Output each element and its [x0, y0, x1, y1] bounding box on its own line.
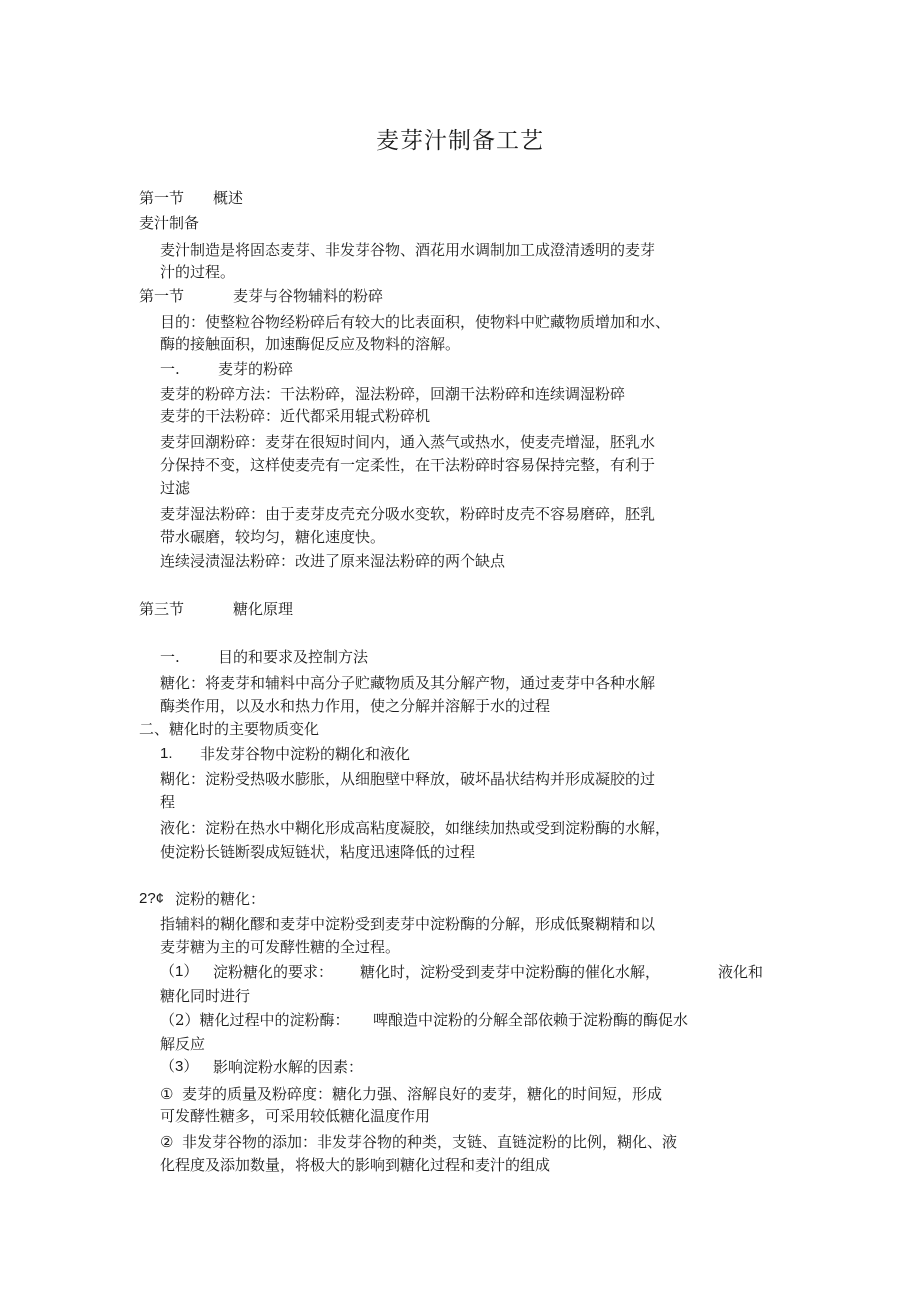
paragraph-line: 淀粉糖化的要求： — [213, 963, 334, 981]
paragraph-line: 液化和 — [718, 963, 764, 981]
paragraph-line: 麦芽回潮粉碎：麦芽在很短时间内，通入蒸气或热水，使麦壳增湿，胚乳水 — [160, 433, 656, 451]
section-heading-title: 糖化原理 — [233, 600, 294, 618]
paragraph-line: 糖化时，淀粉受到麦芽中淀粉酶的催化水解， — [360, 963, 661, 981]
paragraph-line: 啤酿造中淀粉的分解全部依赖于淀粉酶的酶促水 — [373, 1011, 689, 1029]
paragraph-line: 影响淀粉水解的因素： — [213, 1058, 364, 1076]
paragraph-line: 目的：使整粒谷物经粉碎后有较大的比表面积，使物料中贮藏物质增加和水、 — [160, 313, 671, 331]
paragraph-line: 分保持不变，这样使麦壳有一定柔性，在干法粉碎时容易保持完整，有利于 — [160, 456, 656, 474]
list-number: 一. — [160, 360, 180, 378]
list-marker: ① — [160, 1085, 174, 1103]
section-heading-title: 概述 — [213, 189, 244, 207]
paragraph-line: 非发芽谷物的添加：非发芽谷物的种类，支链、直链淀粉的比例，糊化、液 — [182, 1133, 678, 1151]
paragraph-line: 麦芽的质量及粉碎度：糖化力强、溶解良好的麦芽，糖化的时间短，形成 — [182, 1085, 663, 1103]
paragraph-line: 酶类作用，以及水和热力作用，使之分解并溶解于水的过程 — [160, 697, 551, 715]
list-number: 一. — [160, 648, 180, 666]
section-heading-title: 麦芽与谷物辅料的粉碎 — [233, 287, 384, 305]
list-marker: ② — [160, 1133, 174, 1151]
paragraph-line: 麦芽湿法粉碎：由于麦芽皮壳充分吸水变软，粉碎时皮壳不容易磨碎，胚乳 — [160, 505, 656, 523]
section-heading-number: 第三节 — [139, 600, 185, 618]
paragraph-line: 麦芽的干法粉碎：近代都采用辊式粉碎机 — [160, 407, 431, 425]
paragraph-line: 酶的接触面积，加速酶促反应及物料的溶解。 — [160, 335, 461, 353]
paragraph-line: 麦芽的粉碎方法：干法粉碎，湿法粉碎，回潮干法粉碎和连续调湿粉碎 — [160, 385, 626, 403]
paragraph-line: 连续浸渍湿法粉碎：改进了原来湿法粉碎的两个缺点 — [160, 552, 506, 570]
list-number: 2?¢ — [139, 890, 165, 907]
section-heading-number: 第一节 — [139, 189, 185, 207]
paragraph-line: （2）糖化过程中的淀粉酶： — [160, 1011, 350, 1029]
list-number: 1. — [160, 745, 173, 762]
paragraph-line: 可发酵性糖多，可采用较低糖化温度作用 — [160, 1107, 431, 1125]
paragraph-line: 过滤 — [160, 479, 191, 497]
list-number: （3） — [160, 1058, 199, 1075]
paragraph-line: 使淀粉长链断裂成短链状，粘度迅速降低的过程 — [160, 843, 476, 861]
paragraph-line: 糊化：淀粉受热吸水膨胀，从细胞壁中释放，破坏晶状结构并形成凝胶的过 — [160, 770, 656, 788]
list-heading: 非发芽谷物中淀粉的糊化和液化 — [200, 745, 411, 763]
paragraph-line: 液化：淀粉在热水中糊化形成高粘度凝胶，如继续加热或受到淀粉酶的水解， — [160, 819, 671, 837]
paragraph-line: 汁的过程。 — [160, 263, 236, 281]
paragraph-line: 麦芽糖为主的可发酵性糖的全过程。 — [160, 938, 401, 956]
paragraph-line: 程 — [160, 793, 176, 811]
list-heading: 淀粉的糖化： — [175, 890, 266, 908]
paragraph-line: 解反应 — [160, 1035, 206, 1053]
list-heading: 目的和要求及控制方法 — [218, 648, 369, 666]
subheading: 麦汁制备 — [139, 214, 200, 232]
paragraph-line: 指辅料的糊化醪和麦芽中淀粉受到麦芽中淀粉酶的分解，形成低聚糊精和以 — [160, 915, 656, 933]
list-number: （1） — [160, 963, 199, 980]
paragraph-line: 糖化：将麦芽和辅料中高分子贮藏物质及其分解产物，通过麦芽中各种水解 — [160, 674, 656, 692]
paragraph-line: 糖化同时进行 — [160, 987, 251, 1005]
paragraph-line: 化程度及添加数量，将极大的影响到糖化过程和麦汁的组成 — [160, 1156, 551, 1174]
paragraph-line: 麦汁制造是将固态麦芽、非发芽谷物、酒花用水调制加工成澄清透明的麦芽 — [160, 241, 656, 259]
list-heading: 麦芽的粉碎 — [218, 360, 294, 378]
paragraph-line: 带水碾磨，较均匀，糖化速度快。 — [160, 528, 386, 546]
section-heading-number: 第一节 — [139, 287, 185, 305]
subheading: 二、糖化时的主要物质变化 — [139, 720, 320, 738]
document-title: 麦芽汁制备工艺 — [376, 128, 544, 154]
